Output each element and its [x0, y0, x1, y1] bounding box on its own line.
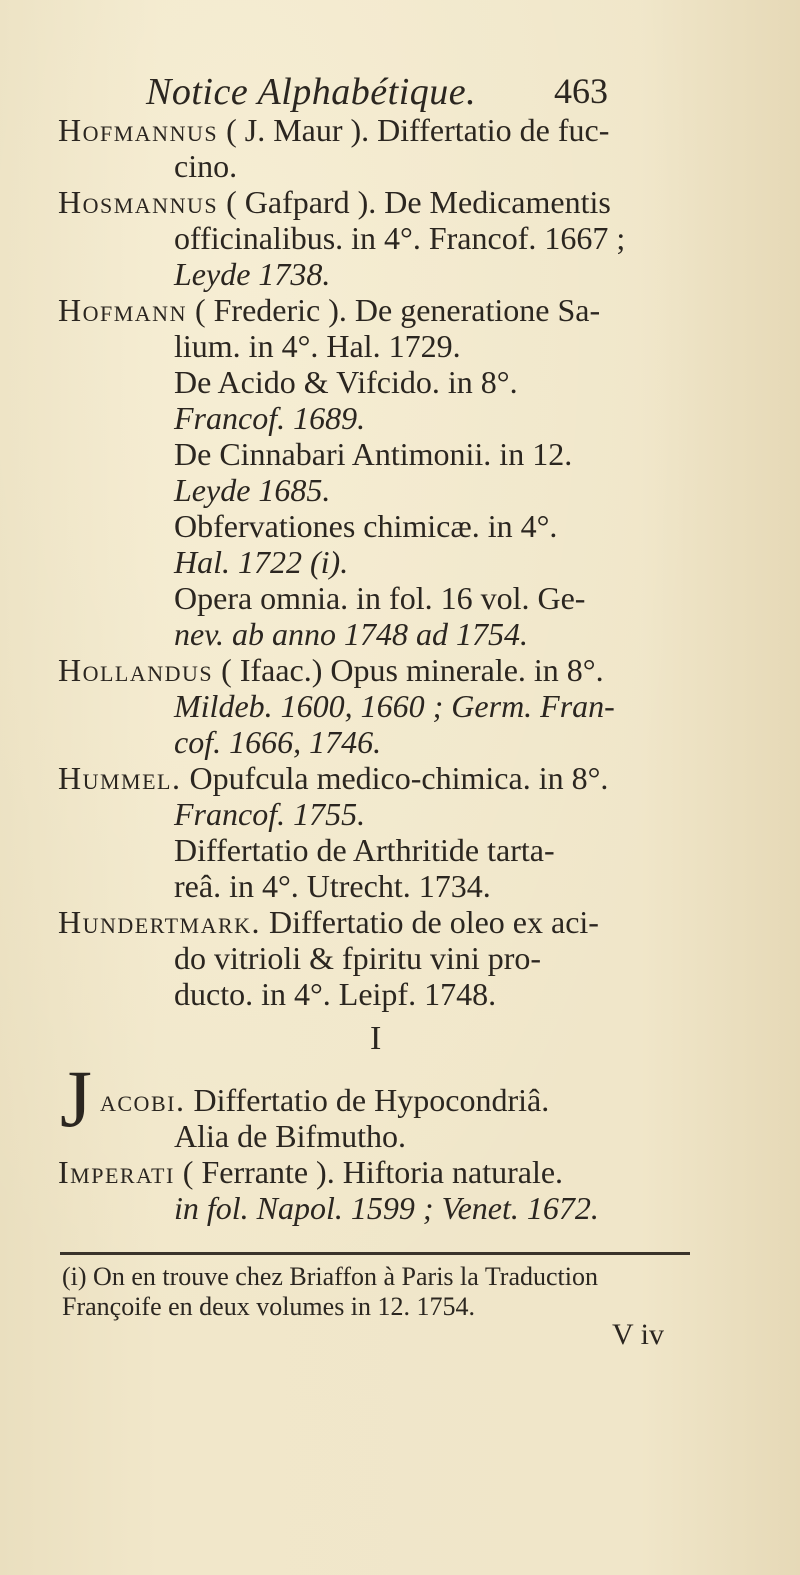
footnote-line: (i) On en trouve chez Briaffon à Paris la Traduction — [62, 1262, 598, 1291]
entry-author: Hofmannus — [58, 112, 219, 148]
entry-continuation: officinalibus. in 4°. Francof. 1667 ; — [174, 220, 626, 256]
section-letter: I — [370, 1020, 382, 1057]
entry-text: Opufcula medico-chimica. in 8°. — [181, 760, 609, 796]
entry-text: ( Frederic ). De generatione Sa- — [186, 292, 601, 328]
entry-text: ( J. Maur ). Differtatio de fuc- — [218, 112, 610, 148]
entry-author: Hosmannus — [58, 184, 219, 220]
entry-continuation: Francof. 1755. — [174, 796, 366, 832]
entry-author: acobi. — [100, 1082, 186, 1118]
entry-continuation: Obfervationes chimicæ. in 4°. — [174, 508, 558, 544]
drop-cap: J — [60, 1053, 92, 1144]
entry-author: Hundertmark. — [58, 904, 262, 940]
entry-continuation: De Acido & Vifcido. in 8°. — [174, 364, 518, 400]
signature-mark: V iv — [612, 1318, 664, 1351]
running-title: Notice Alphabétique. — [146, 71, 477, 113]
entry-continuation: De Cinnabari Antimonii. in 12. — [174, 436, 573, 472]
entry-text: ( Ferrante ). Hiftoria naturale. — [174, 1154, 564, 1190]
entry-continuation: Mildeb. 1600, 1660 ; Germ. Fran- — [174, 688, 615, 724]
entry-text: Differtatio de Hypocondriâ. — [185, 1082, 550, 1118]
entry-text: ( Gafpard ). De Medicamentis — [218, 184, 611, 220]
entry-continuation: Opera omnia. in fol. 16 vol. Ge- — [174, 580, 586, 616]
entry-continuation: do vitrioli & fpiritu vini pro- — [174, 940, 542, 976]
entry-continuation: Leyde 1738. — [174, 256, 331, 292]
footnote-rule — [60, 1252, 690, 1255]
entry-continuation: Hal. 1722 (i). — [174, 544, 349, 580]
entry-text: ( Ifaac.) Opus minerale. in 8°. — [213, 652, 604, 688]
entry-author: Hollandus — [58, 652, 214, 688]
entry-author: Hummel. — [58, 760, 182, 796]
entry-continuation: cof. 1666, 1746. — [174, 724, 382, 760]
entry-continuation: Alia de Bifmutho. — [174, 1118, 406, 1154]
entry-continuation: Leyde 1685. — [174, 472, 331, 508]
entry-continuation: Differtatio de Arthritide tarta- — [174, 832, 555, 868]
page-number: 463 — [554, 71, 608, 111]
entry-author: Hofmann — [58, 292, 187, 328]
entry-author: Imperati — [58, 1154, 175, 1190]
footnote-line: Françoife en deux volumes in 12. 1754. — [62, 1292, 476, 1321]
entry-continuation: lium. in 4°. Hal. 1729. — [174, 328, 461, 364]
entry-continuation: nev. ab anno 1748 ad 1754. — [174, 616, 529, 652]
entry-continuation: cino. — [174, 148, 238, 184]
entry-text: Differtatio de oleo ex aci- — [261, 904, 599, 940]
entry-continuation: reâ. in 4°. Utrecht. 1734. — [174, 868, 491, 904]
entry-continuation: ducto. in 4°. Leipf. 1748. — [174, 976, 497, 1012]
entry-continuation: Francof. 1689. — [174, 400, 366, 436]
entry-continuation: in fol. Napol. 1599 ; Venet. 1672. — [174, 1190, 599, 1226]
